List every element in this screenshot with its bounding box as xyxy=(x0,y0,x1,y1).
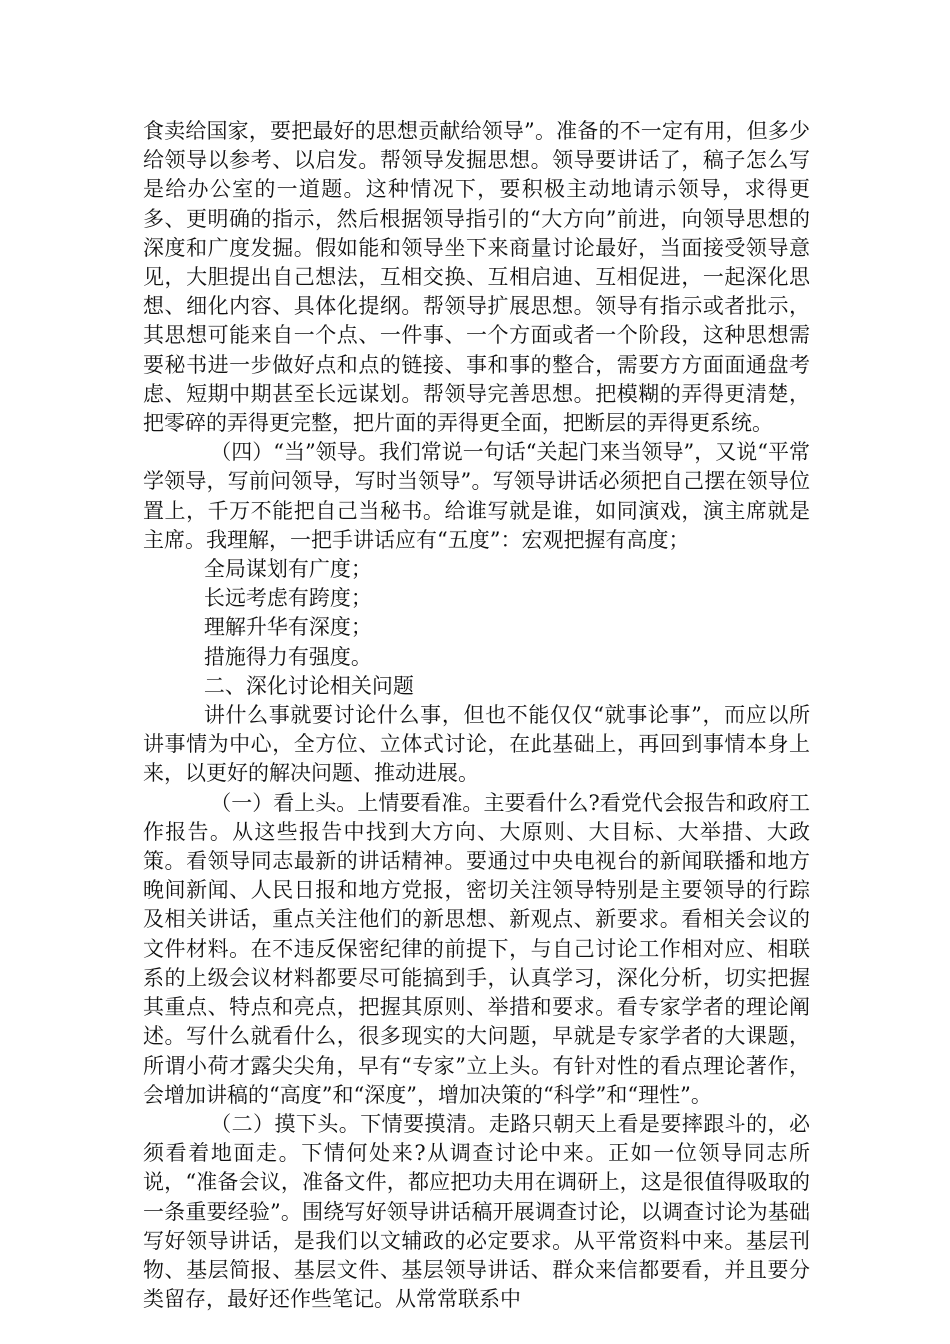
paragraph-feel-down: （二）摸下头。下情要摸清。走路只朝天上看是要摔跟斗的，必须看着地面走。下情何处来?从调查讨论中来。正如一位领导同志所说，“准备会议，准备文件，都应把功夫用在调研上，这是很值得吸取的一条重要经验”。围绕写好领导讲话稿开展调查讨论，以调查讨论为基础写好领导讲话，是我们以文辅政的必定要求。从平常资料中来。基层刊物、基层简报、基层文件、基层领导讲话、群众来信都要看，并且要分类留存，最好还作些笔记。从常常联系中 xyxy=(143,1111,810,1312)
list-item-strength: 措施得力有强度。 xyxy=(203,644,372,669)
paragraph-help-leader-thinking: 食卖给国家，要把最好的思想贡献给领导”。准备的不一定有用，但多少给领导以参考、以启发。帮领导发掘思想。领导要讲话了，稿子怎么写是给办公室的一道题。这种情况下，要积极主动地请示领导，求得更多、更明确的指示，然后根据领导指引的“大方向”前进，向领导思想的深度和广度发掘。假如能和领导坐下来商量讨论最好，当面接受领导意见，大胆提出自己想法，互相交换、互相启迪、互相促进，一起深化思想、细化内容、具体化提纲。帮领导扩展思想。领导有指示或者批示，其思想可能来自一个点、一件事、一个方面或者一个阶段，这种思想需要秘书进一步做好点和点的链接、事和事的整合，需要方方面面通盘考虑、短期中期甚至长远谋划。帮领导完善思想。把模糊的弄得更清楚，把零碎的弄得更完整，把片面的弄得更全面，把断层的弄得更系统。 xyxy=(143,119,810,436)
document-page xyxy=(143,117,810,1314)
list-item-span: 长远考虑有跨度； xyxy=(203,586,372,611)
list-item-depth: 理解升华有深度； xyxy=(203,615,372,640)
paragraph-section-two-intro: 讲什么事就要讨论什么事，但也不能仅仅“就事论事”，而应以所讲事情为中心，全方位、立体式讨论，在此基础上，再回到事情本身上来，以更好的解决问题、推动进展。 xyxy=(143,703,810,786)
list-item-breadth: 全局谋划有广度； xyxy=(203,557,372,582)
paragraph-section-four: （四）“当”领导。我们常说一句话“关起门来当领导”，又说“平常学领导，写前问领导，写时当领导”。写领导讲话必须把自己摆在领导位置上，千万不能把自己当秘书。给谁写就是谁，如同演戏，演主席就是主席。我理解，一把手讲话应有“五度”：宏观把握有高度； xyxy=(143,440,810,552)
paragraph-look-up: （一）看上头。上情要看准。主要看什么?看党代会报告和政府工作报告。从这些报告中找到大方向、大原则、大目标、大举措、大政策。看领导同志最新的讲话精神。要通过中央电视台的新闻联播和地方晚间新闻、人民日报和地方党报，密切关注领导特别是主要领导的行踪及相关讲话，重点关注他们的新思想、新观点、新要求。看相关会议的文件材料。在不违反保密纪律的前提下，与自己讨论工作相对应、相联系的上级会议材料都要尽可能搞到手，认真学习，深化分析，切实把握其重点、特点和亮点，把握其原则、举措和要求。看专家学者的理论阐述。写什么就看什么，很多现实的大问题，早就是专家学者的大课题，所谓小荷才露尖尖角，早有“专家”立上头。有针对性的看点理论著作，会增加讲稿的“高度”和“深度”，增加决策的“科学”和“理性”。 xyxy=(143,790,810,1107)
section-heading-two: 二、深化讨论相关问题 xyxy=(203,673,414,698)
